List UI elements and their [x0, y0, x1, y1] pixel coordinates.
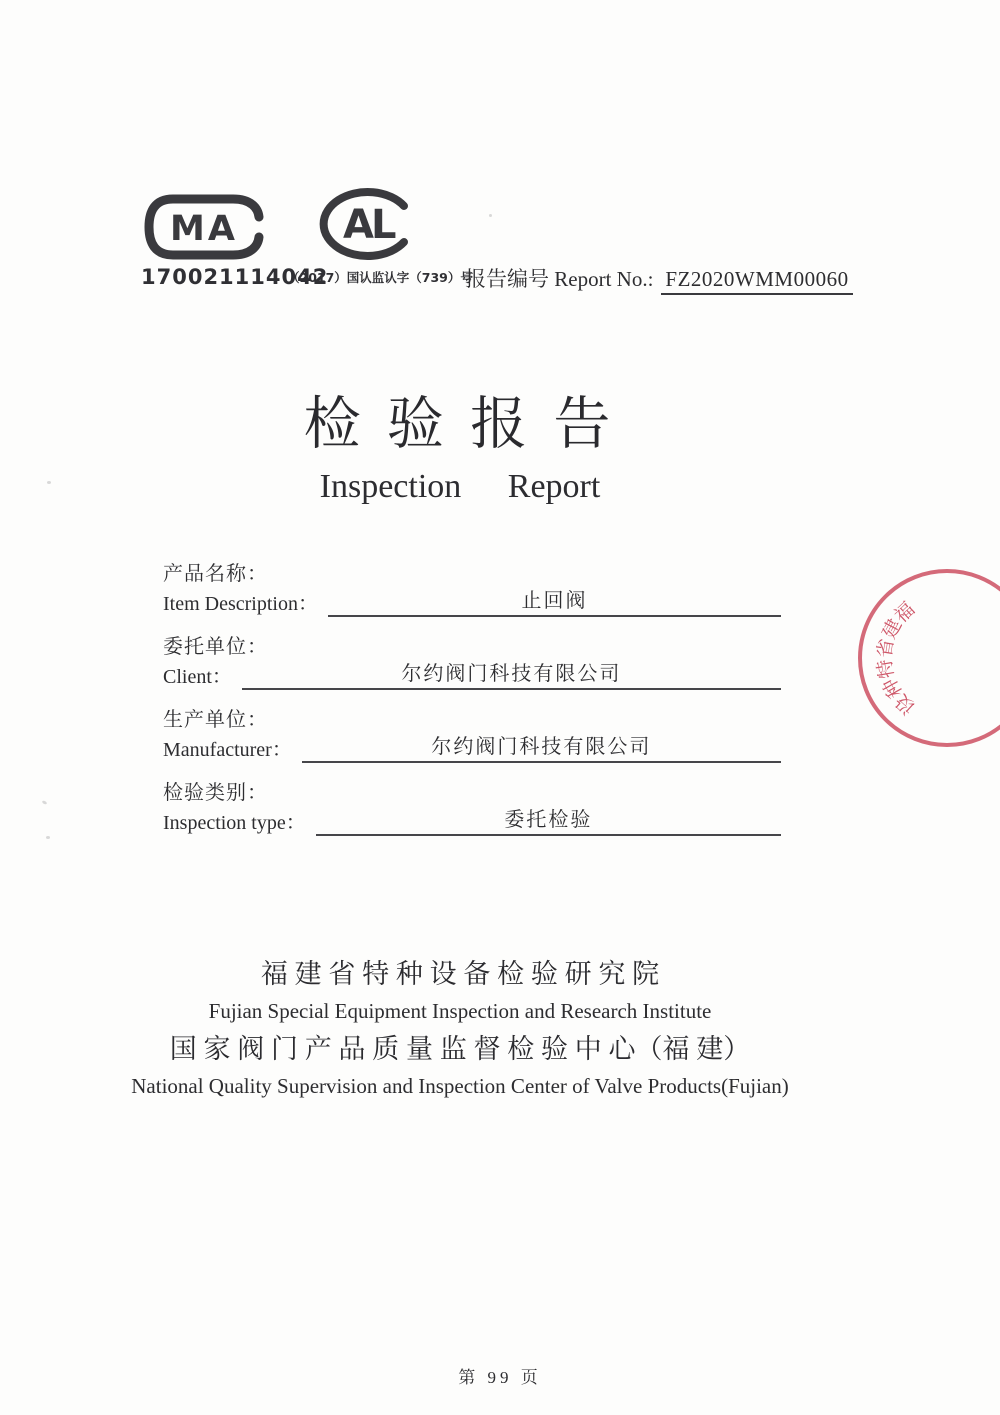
- seal-character: 省: [874, 637, 899, 660]
- cma-letters: MA: [170, 209, 238, 249]
- institute-block: [0, 953, 1000, 1103]
- scan-artifact: [47, 481, 51, 484]
- scan-artifact: [46, 836, 50, 839]
- cma-mark-block: [141, 193, 329, 289]
- field-label-en: Client：: [163, 666, 232, 688]
- page-number: 第 99 页: [458, 1368, 542, 1387]
- field-label-cn: 检验类别：: [163, 782, 268, 804]
- page-title-chinese: 检 验 报 告: [303, 393, 617, 456]
- field-label-en: Item Description：: [163, 593, 318, 615]
- field-value: 止回阀: [328, 588, 781, 617]
- field-inspection-type: [163, 780, 781, 836]
- seal-character: 特: [874, 657, 899, 680]
- cal-mark-block: [287, 186, 473, 286]
- scan-artifact: [489, 214, 492, 217]
- cal-letters: AL: [343, 202, 394, 248]
- seal-character: 建: [878, 615, 907, 643]
- seal-character: 种: [879, 674, 908, 702]
- cma-logo-icon: [143, 193, 267, 261]
- field-manufacturer: [163, 707, 781, 763]
- field-label-cn: 产品名称：: [163, 563, 268, 585]
- report-fields: [163, 561, 781, 853]
- report-number-label: 报告编号 Report No.:: [465, 267, 654, 291]
- cal-logo-icon: [317, 186, 417, 262]
- report-number-value: FZ2020WMM00060: [661, 267, 852, 295]
- title-block: [0, 378, 1000, 506]
- field-label-cn: 委托单位：: [163, 636, 268, 658]
- center-name-chinese: 国 家 阀 门 产 品 质 量 监 督 检 验 中 心（福 建）: [169, 1034, 751, 1064]
- institute-name-english: Fujian Special Equipment Inspection and Research Institute: [208, 999, 712, 1023]
- field-value: 尔约阀门科技有限公司: [242, 661, 781, 690]
- field-value: 委托检验: [316, 807, 781, 836]
- seal-character: 设: [891, 689, 920, 718]
- field-label-en: Inspection type：: [163, 812, 306, 834]
- center-name-english: National Quality Supervision and Inspection Center of Valve Products(Fujian): [131, 1074, 789, 1098]
- field-value: 尔约阀门科技有限公司: [302, 734, 781, 763]
- official-seal-stamp: [858, 569, 1000, 747]
- field-label-cn: 生产单位：: [163, 709, 268, 731]
- seal-character: 福: [890, 598, 920, 628]
- scan-artifact: [42, 800, 48, 805]
- page-title-english: Inspection Report: [319, 468, 601, 505]
- cma-certificate-number: 170021114042: [141, 265, 329, 289]
- cal-certificate-caption: （2017）国认监认字（739）号: [287, 270, 473, 285]
- field-label-en: Manufacturer：: [163, 739, 292, 761]
- field-item-description: [163, 561, 781, 617]
- institute-name-chinese: 福 建 省 特 种 设 备 检 验 研 究 院: [260, 959, 660, 989]
- report-number-line: [465, 263, 853, 295]
- field-client: [163, 634, 781, 690]
